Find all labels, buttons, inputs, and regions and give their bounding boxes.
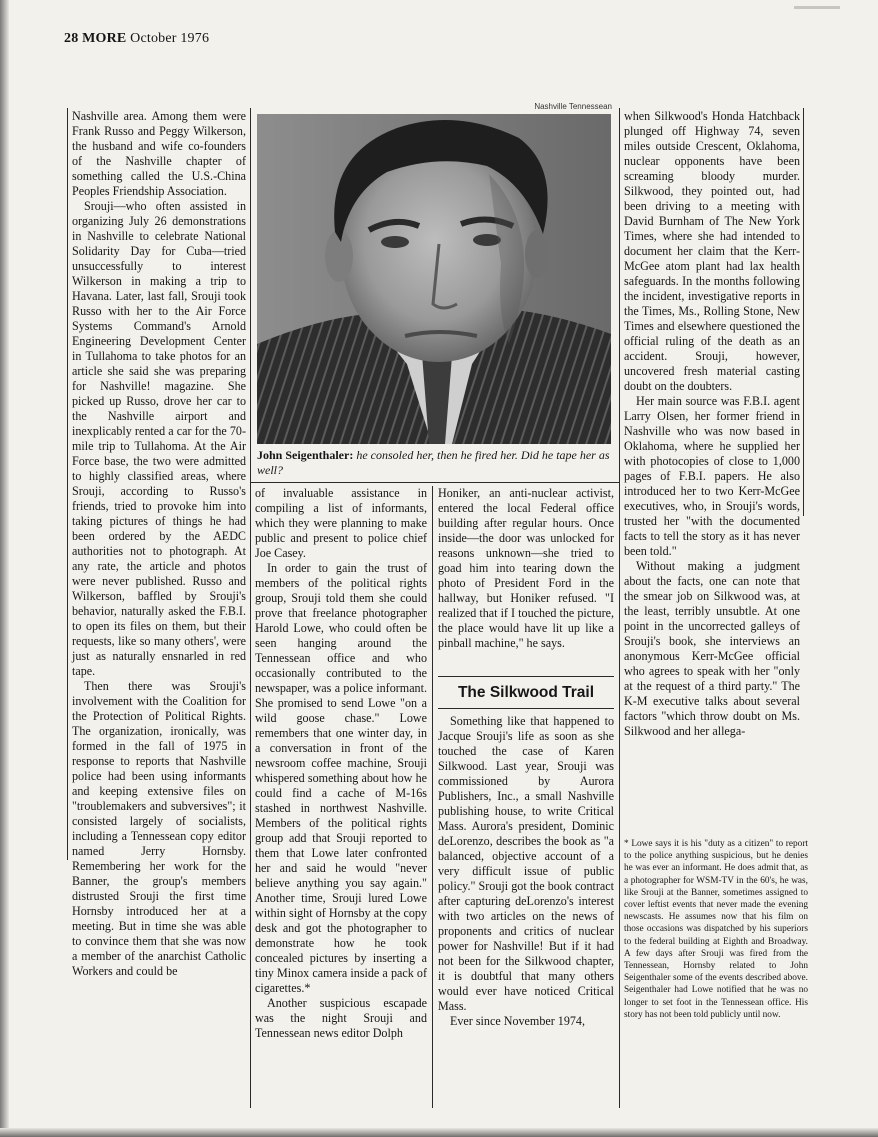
- paragraph: Her main source was F.B.I. agent Larry Olsen, her former friend in Nashville who was now based in Oklahoma, where he supplied her with photocopies of close to 1,000 pages of F.B.I. papers. He also introduced her to two Kerr-McGee executives, who, in Srouji's words, trusted her "with the documented facts to tell the story as it has never been told.": [624, 394, 800, 558]
- paragraph: Ever since November 1974,: [450, 1014, 586, 1028]
- paragraph: when Silkwood's Honda Hatchback plunged off Highway 74, seven miles outside Crescent, Oklahoma, nuclear opponents have been screaming bloody murder. Silkwood, they pointed out, had been driving to a meeting with David Burnham of The New York Times, where she had intended to document her claim that the Kerr-McGee atom plant had lax health safeguards. In the months following the incident, investigative reports in the Times, Ms., Rolling Stone, New Times and elsewhere questioned the official ruling of the death as an accident. Srouji, however, uncovered fresh material casting doubt on the doubters.: [624, 109, 800, 393]
- paragraph: of invaluable assistance in compiling a list of informants, which they were planning to make public and present to police chief Joe Casey.: [255, 486, 427, 560]
- paragraph: Then there was Srouji's involvement with the Coalition for the Protection of Political Rights. The organization, ironically, was formed in the fall of 1975 in response to reports that Nashville police had been using informants and keeping extensive files on "troublemakers and subversives"; it consisted largely of socialists, including a Tennessean copy editor named Jerry Hornsby. Remembering her work for the Banner, the group's members distrusted Srouji the first time Hornsby introduced her at a meeting. But in time she was able to convince them that she was now a member of the anarchist Catholic Workers and could be: [72, 679, 246, 978]
- article-column-3-bottom: [438, 714, 614, 1029]
- caption-name: John Seigenthaler:: [257, 448, 354, 462]
- portrait-photo: [257, 114, 611, 444]
- page-number: 28: [64, 31, 79, 46]
- caption-text: he consoled her, then he fired her. Did he tape her as well?: [257, 448, 610, 477]
- column-rule-2-3: [432, 486, 433, 1108]
- sidebar-rule-top: [438, 676, 614, 677]
- article-column-3-top: [438, 486, 614, 651]
- photo-caption: [257, 448, 613, 478]
- column-rule-1-2: [250, 108, 251, 1108]
- issue-date: October 1976: [130, 31, 210, 46]
- paragraph: Without making a judgment about the facts, one can note that the smear job on Silkwood was, at the least, terribly unsubtle. At one point in the uncorrected galleys of Srouji's book, she interviews an anonymous Kerr-McGee official who agrees to speak with her "only at the request of a third party." The K-M executive talks about several factors "which throw doubt on Ms. Silkwood and her allega-: [624, 559, 800, 738]
- page-folio: [64, 31, 209, 47]
- paragraph: In order to gain the trust of members of the political rights group, Srouji told them she could prove that freelance photographer Harold Lowe, who could often be seen hanging around the Tennessean office and who occasionally contributed to the newspaper, was a police informant. She promised to send Lowe "on a wild goose chase." Lowe remembers that one winter day, in a conversation in front of the newsroom coffee machine, Srouji whispered something about how he could find a cache of M-16s stashed in northwest Nashville. Members of the political rights group add that Srouji reported to them that Lowe later confronted her and said he would "never believe anything you say again." Another time, Srouji lured Lowe within sight of Hornsby at the copy desk and got the photographer to demonstrate how he took concealed pictures by inserting a tiny Minox camera inside a pack of cigarettes.*: [255, 561, 427, 995]
- article-column-1: [72, 109, 246, 979]
- column-rule-right: [803, 108, 804, 516]
- page-edge-bottom: [0, 1128, 878, 1137]
- paragraph: Another suspicious escapade was the night Srouji and Tennessean news editor Dolph: [255, 996, 427, 1040]
- photo-credit: Nashville Tennessean: [534, 102, 612, 111]
- column-rule-3-4: [619, 108, 620, 1108]
- sidebar-rule-bottom: [438, 708, 614, 709]
- page-edge-left: [0, 0, 9, 1137]
- section-heading: The Silkwood Trail: [457, 684, 595, 701]
- paragraph: Nashville area. Among them were Frank Russo and Peggy Wilkerson, the husband and wife co-founders of the Nashville chapter of something called the U.S.-China Peoples Friendship Association.: [72, 109, 246, 198]
- article-column-2: [255, 486, 427, 1041]
- page-mark: [794, 6, 840, 9]
- magazine-name: MORE: [82, 31, 127, 46]
- column-rule-left: [67, 108, 68, 860]
- paragraph: Honiker, an anti-nuclear activist, entered the local Federal office building after regular hours. Once inside—the door was unlocked for reasons unknown—she tried to goad him into tearing down the photo of President Ford in the hallway, but Honiker refused. "I realized that if I touched the picture, the place would have lit up like a pinball machine," he says.: [438, 486, 614, 650]
- portrait-image: [257, 114, 611, 444]
- caption-rule: [250, 482, 619, 483]
- paragraph: Srouji—who often assisted in organizing July 26 demonstrations in Nashville to celebrate National Solidarity Day for Cuba—tried unsuccessfully to interest Wilkerson in making a trip to Havana. Later, last fall, Srouji took Russo with her to the Air Force Systems Command's Arnold Engineering Development Center in Tullahoma to take photos for an article she said she was preparing for Nashville! magazine. She picked up Russo, drove her car to the Nashville airport and inexplicably rented a car for the 70-mile trip to Tullahoma. At the Air Force base, the two were admitted to highly classified areas, where Srouji, according to Russo's friends, tried to provoke him into taking pictures of things he had been ordered by the AEDC authorities not to photograph. At any rate, the article and photos were never published. Russo and Wilkerson, baffled by Srouji's behavior, naturally asked the F.B.I. to open its files on them, but their requests, like so many others', were just as naturally ensnarled in red tape.: [72, 199, 246, 678]
- article-column-4: [624, 109, 800, 739]
- paragraph: Something like that happened to Jacque Srouji's life as soon as she touched the case of Karen Silkwood. Last year, Srouji was commissioned by Aurora Publishers, Inc., a small Nashville publishing house, to write Critical Mass. Aurora's president, Dominic deLorenzo, describes the book as "a balanced, objective account of a very difficult issue of public policy." Srouji got the book contract after capturing deLorenzo's interest with two articles on the news of proponents and critics of nuclear power for Nashville! But if it had not been for the Silkwood chapter, it is doubtful that many others would ever have noticed Critical Mass.: [438, 714, 614, 1013]
- footnote: * Lowe says it is his "duty as a citizen" to report to the police anything suspicious, but he denies he was ever an informant. He does admit that, as a photographer for WSM-TV in the 60's, he was, like Srouji at the Banner, sometimes assigned to cover leftist events that never made the evening newscasts. He assumes now that his film on those occasions was dispatched by his superiors to the federal building at Eighth and Broadway. A few days after Srouji was fired from the Tennessean, Hornsby related to John Seigenthaler some of the events described above. Seigenthaler had Lowe notified that he was no longer to set foot in the Tennessean office. His story has not been told publicly until now.: [624, 839, 808, 1020]
